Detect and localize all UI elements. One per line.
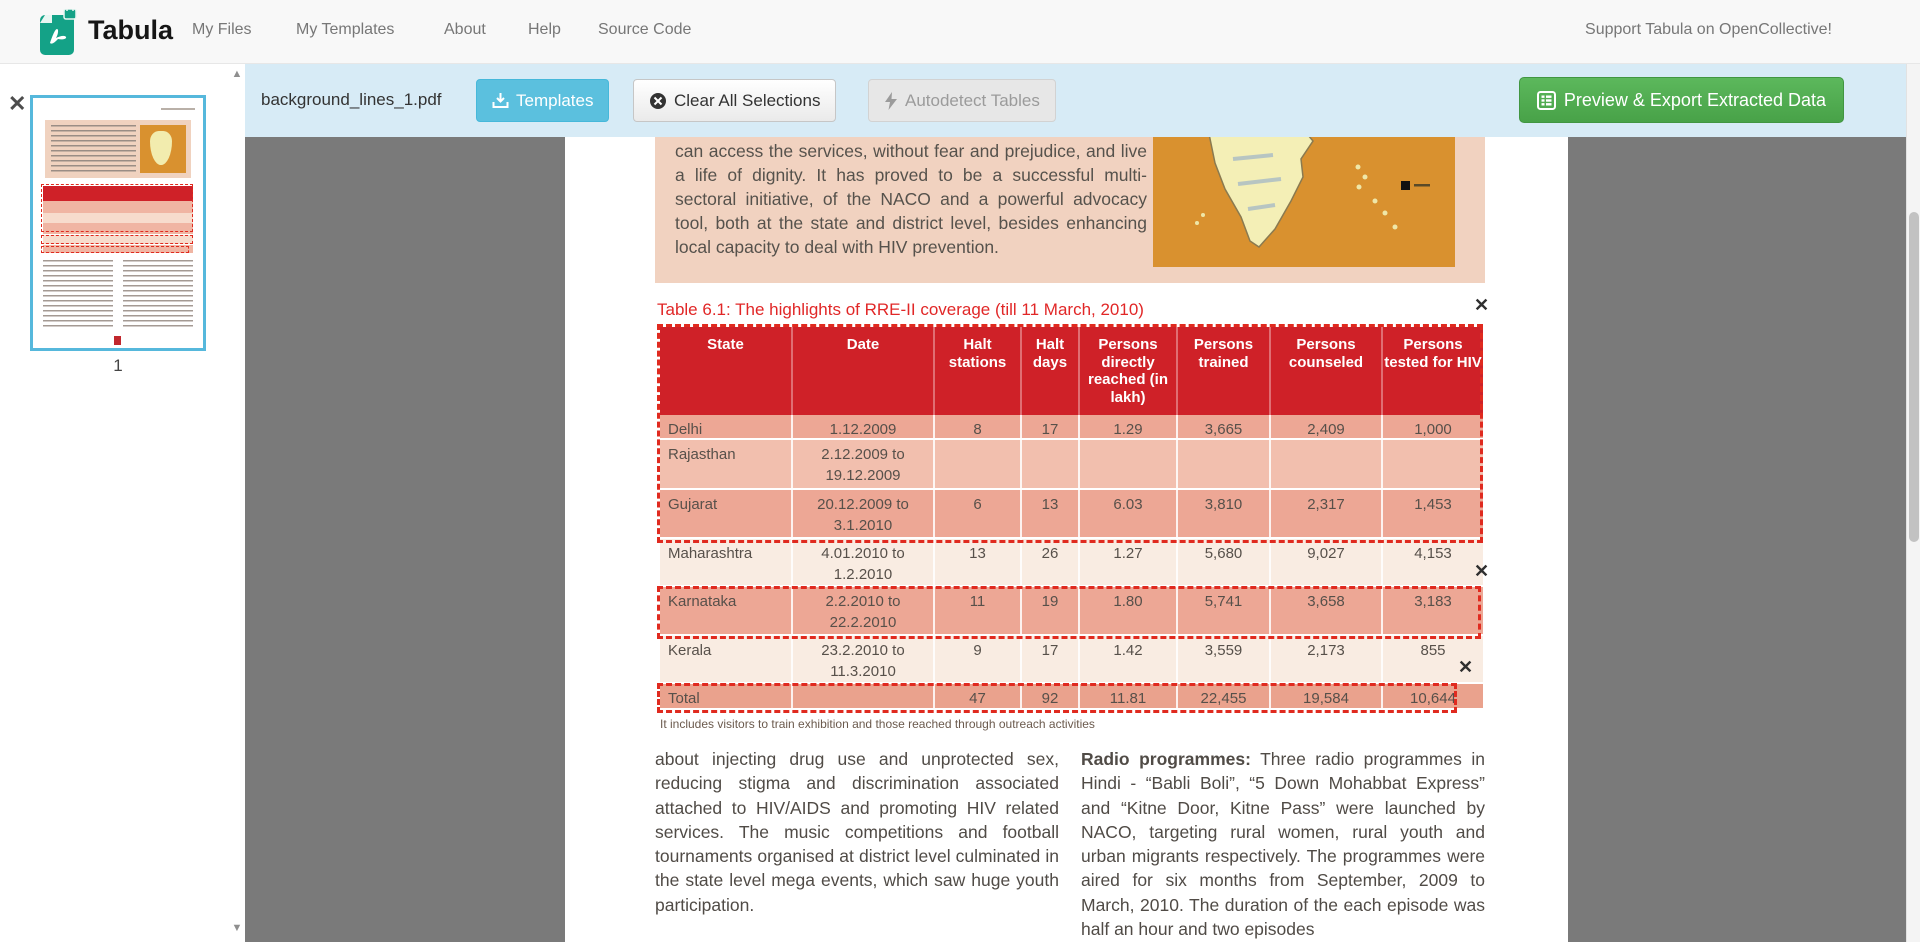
nav-item-source-code[interactable]: Source Code: [598, 21, 692, 38]
navbar: [0, 0, 1920, 64]
table-cell: 3,559: [1178, 636, 1271, 682]
table-cell: 9: [935, 636, 1022, 682]
table-cell: 1.29: [1080, 415, 1178, 440]
table-cell: 2,409: [1271, 415, 1383, 440]
table-cell: 19,584: [1271, 684, 1383, 709]
thumb-page-mark: [114, 336, 121, 345]
table-cell: Rajasthan: [660, 440, 793, 488]
table-header-cell: State: [660, 327, 793, 415]
page-list-sidebar: [0, 64, 245, 942]
table-cell: 1.42: [1080, 636, 1178, 682]
thumb-intro-box: [45, 120, 191, 178]
tabula-logo-icon: [38, 9, 80, 55]
table-cell: 4.01.2010 to 1.2.2010: [793, 539, 935, 585]
table-cell: 22,455: [1178, 684, 1271, 709]
table-cell: 11: [935, 587, 1022, 634]
right-column-body: Three radio programmes in Hindi - “Babli Boli”, “5 Down Mohabbat Express” and “Kitne Door, Kitne Pass” were launched by NACO, targeting rural women, rural youth and urban migrants respectively. The programmes were aired for six months from September, 2009 to March, 2010. The duration of the each episode was half an hour and two episodes: [1081, 749, 1486, 940]
table-cell: 2.12.2009 to 19.12.2009: [793, 440, 935, 488]
clear-circle-x-icon: [649, 92, 667, 110]
templates-button-label: Templates: [516, 90, 594, 110]
filename-label: background_lines_1.pdf: [261, 90, 442, 109]
table-cell: 2,317: [1271, 490, 1383, 537]
table-cell: 23.2.2010 to 11.3.2010: [793, 636, 935, 682]
nav-item-my-templates[interactable]: My Templates: [296, 21, 395, 38]
export-table-icon: [1537, 91, 1556, 110]
selection-box[interactable]: [657, 324, 1483, 543]
table-cell: 1,000: [1414, 421, 1452, 438]
table-cell: 8: [935, 415, 1022, 440]
scrollbar-thumb[interactable]: [1909, 212, 1919, 542]
table-cell: Maharashtra: [660, 539, 793, 585]
table-cell: 6.03: [1080, 490, 1178, 537]
table-cell: 5,741: [1178, 587, 1271, 634]
table-cell: 2.2.2010 to 22.2.2010: [793, 587, 935, 634]
table-cell: 17: [1022, 415, 1080, 440]
table-cell: 855: [1420, 642, 1446, 659]
table-cell: 4,153: [1414, 545, 1452, 562]
remove-selection-button[interactable]: ✕: [1458, 657, 1474, 677]
table-row: [660, 539, 1483, 587]
table-cell: 1,453: [1414, 496, 1452, 513]
pdf-page[interactable]: [565, 137, 1568, 942]
table-cell: 19: [1022, 587, 1080, 634]
table-cell: 3,810: [1178, 490, 1271, 537]
vertical-scrollbar[interactable]: [1906, 0, 1920, 942]
remove-selection-button[interactable]: ✕: [1474, 295, 1490, 315]
support-link[interactable]: Support Tabula on OpenCollective!: [1585, 21, 1832, 38]
clear-all-selections-button[interactable]: [633, 79, 836, 122]
table-cell: 11.81: [1080, 684, 1178, 709]
export-button-label: Preview & Export Extracted Data: [1563, 89, 1826, 110]
table-header-cell: Halt days: [1022, 327, 1080, 415]
remove-page-button[interactable]: ✕: [8, 91, 27, 116]
brand-name[interactable]: Tabula: [88, 15, 174, 45]
lightning-icon: [884, 92, 898, 110]
table-header-cell: Persons directly reached (in lakh): [1080, 327, 1178, 415]
table-cell: 1.80: [1080, 587, 1178, 634]
table-cell: Kerala: [660, 636, 793, 682]
table-cell: 1.12.2009: [793, 415, 935, 440]
table-cell: 9,027: [1271, 539, 1383, 585]
table-cell: 13: [935, 539, 1022, 585]
table-header-cell: Halt stations: [935, 327, 1022, 415]
table-footnote: It includes visitors to train exhibition and those reached through outreach activities: [660, 717, 1095, 731]
nav-item-my-files[interactable]: My Files: [192, 21, 252, 38]
table-cell: Total: [660, 684, 793, 709]
clear-button-label: Clear All Selections: [674, 90, 821, 110]
table-cell: 3,665: [1178, 415, 1271, 440]
sidebar-scroll-down-icon[interactable]: ▼: [231, 922, 243, 934]
right-text-column: [1081, 747, 1485, 941]
selection-box[interactable]: [657, 586, 1481, 639]
intro-paragraph: can access the services, without fear and prejudice, and live a life of dignity. It has proved to be a successful multi-sectoral initiative, of the NACO and a powerful advocacy tool, both at the state and district level, besides enhancing local capacity to deal with HIV prevention.: [675, 141, 1147, 257]
intro-highlight-box: [655, 137, 1485, 283]
table-cell: 6: [935, 490, 1022, 537]
table-cell: 1.27: [1080, 539, 1178, 585]
thumb-table: [43, 186, 193, 250]
table-row: [660, 636, 1483, 684]
document-canvas: [245, 137, 1906, 942]
page-number-label: 1: [113, 356, 123, 375]
table-cell: 2,173: [1271, 636, 1383, 682]
table-cell: 10,644: [1410, 690, 1456, 707]
templates-button[interactable]: [476, 79, 609, 122]
table-cell: 3,658: [1271, 587, 1383, 634]
toolbar: [245, 64, 1906, 137]
table-header-cell: Persons counseled: [1271, 327, 1383, 415]
remove-selection-button[interactable]: ✕: [1474, 561, 1490, 581]
thumb-text-column: [43, 260, 113, 328]
page-thumbnail[interactable]: [30, 95, 206, 351]
thumb-map: [140, 125, 186, 173]
preview-export-button[interactable]: [1519, 77, 1844, 123]
sidebar-scroll-up-icon[interactable]: ▲: [231, 68, 243, 80]
table-cell: 26: [1022, 539, 1080, 585]
table-cell: Gujarat: [660, 490, 793, 537]
selection-box[interactable]: [657, 683, 1457, 713]
thumb-intro-lines: [51, 125, 136, 173]
save-template-icon: [492, 92, 509, 109]
autodetect-button-label: Autodetect Tables: [905, 90, 1040, 110]
table-header-cell: Persons trained: [1178, 327, 1271, 415]
table-cell: 13: [1022, 490, 1080, 537]
table-cell: 3,183: [1414, 593, 1452, 610]
table-cell: 20.12.2009 to 3.1.2010: [793, 490, 935, 537]
thumb-header-line: [161, 108, 195, 110]
india-map-figure: [1153, 137, 1455, 267]
right-column-lead: Radio programmes:: [1081, 749, 1251, 769]
table-title: Table 6.1: The highlights of RRE-II coverage (till 11 March, 2010): [657, 300, 1144, 319]
table-cell: Delhi: [660, 415, 793, 440]
autodetect-tables-button[interactable]: [868, 79, 1056, 122]
table-cell: 17: [1022, 636, 1080, 682]
table-cell: 5,680: [1178, 539, 1271, 585]
table-cell: Karnataka: [660, 587, 793, 634]
table-header-cell: Date: [793, 327, 935, 415]
table-cell: 47: [935, 684, 1022, 709]
nav-item-help[interactable]: Help: [528, 21, 561, 38]
nav-item-about[interactable]: About: [444, 21, 486, 38]
left-text-column: about injecting drug use and unprotected sex, reducing stigma and discrimination associated attached to HIV/AIDS and promoting HIV related services. The music competitions and football tournaments organised at district level culminated in the state level mega events, which saw huge youth participation.: [655, 749, 1059, 915]
table-cell: 92: [1022, 684, 1080, 709]
table-header-cell: Persons tested for HIV: [1384, 336, 1482, 371]
thumb-text-column: [123, 260, 193, 328]
